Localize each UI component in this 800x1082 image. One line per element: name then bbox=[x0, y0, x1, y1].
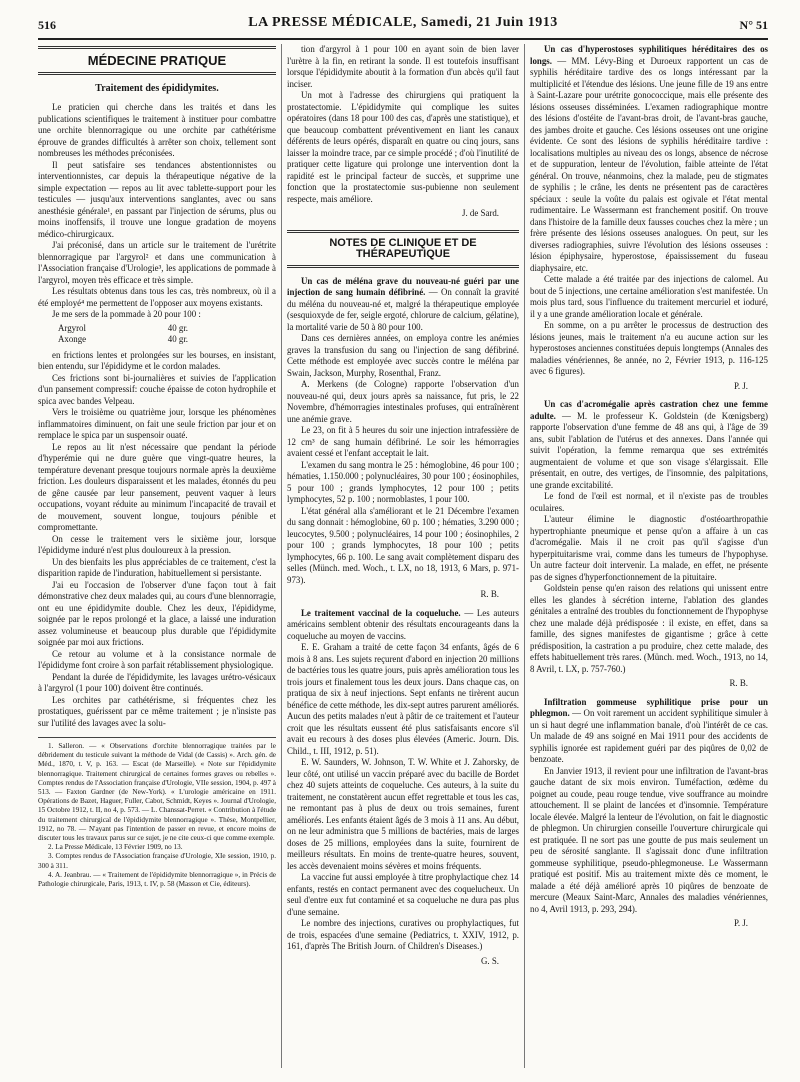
author-signature: P. J. bbox=[733, 380, 748, 391]
paragraph: L'état général alla s'améliorant et le 21 Décembre l'examen du sang donnait : hémoglobine, 60 p. 100 ; hématies, 3.290 000 ; leucocytes, 9.500 ; polynucléaires, 14 pour 100 ; éosinophiles, 2 pour 100 ; grands lymphocytes, 18 pour 100 ; petits lymphocytes, 66 p. 100. Le sang avait complètement disparu des selles (Münch. med. Woch., t. LX, no 18, 1913, 6 Mars, p. 971-973). bbox=[287, 505, 519, 585]
paragraph: Le traitement vaccinal de la coqueluche. — Les auteurs américains semblent obtenir des résultats encourageants dans la coqueluche au moyen de vaccins. bbox=[287, 607, 519, 641]
paragraph: Un des bienfaits les plus appréciables de ce traitement, c'est la disparition rapide de l'induration, habituellement si persistante. bbox=[38, 556, 276, 578]
paragraph: Goldstein pense qu'en raison des relations qui unissent entre elles les glandes à sécrétion interne, l'ablation des glandes génitales a entraîné des troubles du fonctionnement de l'hypophyse chez une malade déjà prédisposée : il existe, en effet, dans sa famille, des signes manifestes de gigantisme ; grâce à cette prédisposition, la castration a pu produire, chez cette malade, des effets habituellement très rares. (Münch. med. Woch., 1913, no 14, 8 Avril, t. LX, p. 757-760.) bbox=[530, 583, 768, 674]
column-left bbox=[38, 44, 276, 1076]
paragraph: Vers le troisième ou quatrième jour, lorsque les phénomènes inflammatoires diminuent, on fait une seule friction par jour et on remplace le spica par un suspensoir ouaté. bbox=[38, 407, 276, 440]
paragraph: Les résultats obtenus dans tous les cas, très nombreux, où il a été employé⁴ me permettent de l'opposer aux moyens existants. bbox=[38, 286, 276, 308]
author-signature: G. S. bbox=[480, 955, 499, 966]
column-divider bbox=[524, 44, 525, 1068]
journal-title: LA PRESSE MÉDICALE, Samedi, 21 Juin 1913 bbox=[248, 15, 558, 30]
paragraph: en frictions lentes et prolongées sur les bourses, en insistant, bien entendu, sur l'épididyme et le cordon malades. bbox=[38, 349, 276, 371]
paragraph: J'ai eu l'occasion de l'observer d'une façon tout à fait démonstrative chez deux malades qui, au cours d'une blennorragie, ont eu une épididymite double. Chez les deux, l'épididyme, soignée par le repos prolongé et la glace, a laissé une induration assez volumineuse et beaucoup plus durable que l'épididymite soignée par moi aux frictions. bbox=[38, 579, 276, 647]
paragraph: Ce retour au volume et à la consistance normale de l'épididyme font croire à son parfait rétablissement physiologique. bbox=[38, 648, 276, 670]
paragraph: Le repos au lit n'est nécessaire que pendant la période d'hyperémie qui ne dure guère que vingt-quatre heures, la température devenant presque toujours normale après la deuxième friction. Les douleurs disparaissent et les malades, étonnés du peu de gêne causée par leur pansement, peuvent vaquer à leurs occupations, voyant réduite au minimum l'incapacité de travail et de mouvement, souvent longue, toujours pénible et compromettante. bbox=[38, 441, 276, 532]
header-rule bbox=[38, 38, 768, 40]
footnotes bbox=[38, 737, 276, 889]
column-divider bbox=[281, 44, 282, 1068]
paragraph: L'auteur élimine le diagnostic d'ostéoarthropathie hypertrophiante pneumique et pense qu'on a affaire à un cas d'acromégalie. Mais il ne croit pas qu'il s'agisse d'un hyperpituitarisme vrai, comme dans les tumeurs de l'hypophyse. Un autre facteur doit intervenir. La malade, en effet, ne présente pas de signes d'hyperfonctionnement de la pituitaire. bbox=[530, 514, 768, 582]
paragraph: Un mot à l'adresse des chirurgiens qui pratiquent la prostatectomie. L'épididymite qui complique les suites opératoires (dans 18 pour 100 des cas, d'après une statistique), et que beaucoup combattent préventivement en liant les canaux déférents de leurs opérés, disparaît en quatre ou cinq jours, sans laisser la moindre trace, par ce simple procédé ; d'où l'inutilité de pratiquer cette ligature qui prolonge une intervention dont la rapidité est le principal facteur de succès, et supprime une fonction que la prostatectomie sus-pubienne non seulement respecte, mais améliore. bbox=[287, 90, 519, 204]
article-title: Traitement des épididymites. bbox=[95, 82, 219, 94]
column-middle bbox=[287, 44, 519, 1076]
paragraph: J'ai préconisé, dans un article sur le traitement de l'urétrite blennorragique par l'argyrol² et dans une communication à l'Association française d'Urologie³, les applications de pommade à l'argyrol, moyen très efficace et très simple. bbox=[38, 240, 276, 285]
paragraph: Un cas d'acromégalie après castration chez une femme adulte. — M. le professeur K. Goldstein (de Kœnigsberg) rapporte l'observation d'une femme de 48 ans qui, à l'âge de 39 ans, subit l'ablation de l'utérus et des annexes. Dans l'année qui suivit l'opération, la femme remarqua que ses extrémités augmentaient de volume et que son visage s'élargissait. Elle présentait, en outre, des vertiges, de l'insomnie, des palpitations, une grande excitabilité. bbox=[530, 399, 768, 490]
paragraph: Les orchites par cathétérisme, si fréquentes chez les prostatiques, guérissent par ce même traitement ; je n'insiste pas sur l'utilité des lavages avec la solu- bbox=[38, 694, 276, 728]
issue-number: N° 51 bbox=[739, 18, 768, 32]
paragraph: L'examen du sang montra le 25 : hémoglobine, 46 pour 100 ; hématies, 1.150.000 ; polynucléaires, 30 pour 100 ; éosinophiles, 5 pour 100 ; grands lymphocytes, 12 pour 100 ; petits lymphocytes, 52 p. 100 ; normoblastes, 1 pour 100. bbox=[287, 459, 519, 504]
paragraph: Le fond de l'œil est normal, et il n'existe pas de troubles oculaires. bbox=[530, 491, 768, 513]
author-signature: R. B. bbox=[729, 678, 748, 688]
paragraph: A. Merkens (de Cologne) rapporte l'observation d'un nouveau-né qui, deux jours après sa naissance, fut pris, le 22 Novembre, d'hémorragies intestinales profuses, qui entraînèrent une anémie grave. bbox=[287, 379, 519, 424]
paragraph: Le praticien qui cherche dans les traités et dans les publications scientifiques le traitement à instituer pour combattre une orchite blennorragique ou une orchite par cathétérisme éprouve de grandes difficultés à arrêter son choix, tellement sont nombreuses les méthodes préconisées. bbox=[38, 102, 276, 158]
paragraph: Il peut satisfaire ses tendances abstentionnistes ou interventionnistes, car depuis la thérapeutique négative de la simple expectation — repos au lit avec tablette-support pour les testicules — jusqu'aux interventions sanglantes, avec ou sans anesthésie générale¹, en passant par l'injection de sérums, plus ou moins inoffensifs, il trouve une longue gradation de moyens médico-chirurgicaux. bbox=[38, 159, 276, 239]
footnote: 1. Salleron. — « Observations d'orchite blennorragique traitées par le débridement du testicule suivant la méthode de Vidal (de Cassis) ». Arch. gén. de Méd., 1870, t. V, p. 163. — Escat (de Marseille). « Note sur l'épididymite blennorragique. Traitement chirurgical de certaines formes graves ou rebelles ». Comptes rendus de l'Association française d'Urologie, VIIe session, 1904, p. 497 à 513. — Faxton Gardner (de New-York). « L'urologie américaine en 1911. Opérations de Bazet, Haguer, Fuller, Cabot, Schmidt, Keyes ». Journal d'Urologie, 15 Octobre 1912, t. II, no 4, p. 573. — L. Chanssat-Perret. « Contribution à l'étude du traitement chirurgical de l'épididymite blennorragique ». Thèse, Montpellier, 1912, no 78. — N'ayant pas l'intention de passer en revue, et encore moins de discuter tous les travaux parus sur ce sujet, je ne cite ceux-ci que comme exemple. bbox=[38, 742, 276, 843]
page-header bbox=[38, 14, 768, 38]
paragraph: Le 23, on fit à 5 heures du soir une injection intrafessière de 12 cm³ de sang humain défibriné. Le soir les hémorragies avaient cessé et l'enfant acceptait le lait. bbox=[287, 425, 519, 458]
paragraph: Cette malade a été traitée par des injections de calomel. Au bout de 5 injections, une certaine amélioration s'est manifestée. Un mois plus tard, sous l'influence du traitement mercuriel et ioduré, il y a une grande amélioration locale et générale. bbox=[530, 274, 768, 319]
page-number: 516 bbox=[38, 18, 56, 32]
author-signature: P. J. bbox=[733, 918, 748, 928]
paragraph: La vaccine fut aussi employée à titre prophylactique chez 14 enfants, restés en contact permanent avec des coquelucheux. Un seul d'entre eux fut contaminé et sa coqueluche ne dura pas plus d'une semaine. bbox=[287, 872, 519, 917]
paragraph: Dans ces dernières années, on employa contre les anémies graves la transfusion du sang ou l'injection de sang défibriné. Cette méthode est employée avec succès contre le méléna par Swain, Jackson, Murphy, Rosenthal, Franz. bbox=[287, 333, 519, 378]
paragraph: En somme, on a pu arrêter le processus de destruction des lésions jeunes, mais le traitement n'a eu aucune action sur les hyperostoses anciennes constituées depuis longtemps (Annales des maladies vénériennes, 8e année, no 2, Février 1913, p. 116-125 avec 6 figures). bbox=[530, 320, 768, 376]
paragraph: Je me sers de la pommade à 20 pour 100 : bbox=[52, 309, 201, 319]
formula-table bbox=[58, 323, 276, 346]
paragraph: Infiltration gommeuse syphilitique prise pour un phlegmon. — On voit rarement un accident syphilitique simuler à un si haut degré une inflammation banale, d'où l'intérêt de ce cas. Un malade de 49 ans soigné en Mai 1911 pour des accidents de syphilis ignorée est rapidement guéri par des piqûres de 0,02 de benzoate. bbox=[530, 696, 768, 764]
paragraph: Un cas d'hyperostoses syphilitiques héréditaires des os longs. — MM. Lévy-Bing et Duroeux rapportent un cas de syphilis héréditaire tardive des os longs intéressant par la multiplicité et l'étendue des lésions. Une jeune fille de 19 ans entre à Saint-Lazare pour urétrite gonococcique, mais elle présente des lésions osseuses disséminées. L'examen radiographique montre des lésions d'ostéite de l'avant-bras droit, de l'avant-bras gauche, des jambes droite et gauche. Ces lésions osseuses ont une origine évidente. Ce sont des lésions de syphilis héréditaire tardive : localisations multiples au niveau des os longs, absence de nécrose et de suppuration, lenteur de l'évolution, faible atteinte de l'état général. On trouve, néanmoins, chez la malade, peu de stigmates de syphilis ; le crâne, les dents ne présentent pas de caractères spéciaux : seule la voûte du palais est ogivale et l'état mental rudimentaire. Le Wassermann est franchement positif. On trouve dans l'histoire de la famille deux fausses couches chez la mère ; un frère présente des lésions osseuses analogues. On peut, sur les diverses radiographies, suivre l'évolution des lésions osseuses : lésion épiphysaire, hyperostose, épaississement du fuseau diaphysaire, etc. bbox=[530, 44, 768, 273]
paragraph: Ces frictions sont bi-journalières et suivies de l'application d'un pansement compressif: couche épaisse de coton hydrophile et spica avec bandes Velpeau. bbox=[38, 372, 276, 406]
paragraph: E. E. Graham a traité de cette façon 34 enfants, âgés de 6 mois à 8 ans. Les sujets reçurent d'abord en injection 20 millions de bactéries tous les quatre jours, puis après amélioration tous les trois jours et finalement tous les deux jours. Dans chaque cas, on pratiqua de six à neuf injections. Sept enfants ne tirèrent aucun bénéfice de cette méthode, les dix-sept autres parurent améliorés. Aucun des petits malades n'eut à pâtir de ce traitement et l'auteur croit que les résultats eussent été plus satisfaisants encore s'il avait eu recours à des doses plus élevées (Americ. Journ. Dis. Child., t. III, 1912, p. 51). bbox=[287, 642, 519, 756]
footnote: 2. La Presse Médicale, 13 Février 1909, no 13. bbox=[48, 843, 183, 852]
formula-row: Axonge 40 gr. bbox=[58, 334, 188, 344]
author-signature: R. B. bbox=[480, 589, 499, 599]
paragraph: En Janvier 1913, il revient pour une infiltration de l'avant-bras gauche datant de six mois environ. Tuméfaction, œdème du poignet au coude, peau rouge tendue, vive souffrance au moindre attouchement. Il se plaint de lancées et d'insomnie. Température locale élevée. Malgré la lenteur de l'évolution, on fait le diagnostic de phlegmon. Un chirurgien conseille l'ouverture chirurgicale qui est pratiquée. Il ne sort pas une goutte de pus mais seulement un peu de sérosité sanglante. Il s'agissait donc d'une infiltration gommeuse syphilitique, pseudo-phlegmoneuse. Le Wassermann pratiqué est positif. Mis au traitement mixte dès ce moment, le malade a été déjà amélioré après 10 piqûres de benzoate de mercure (Meaux Saint-Marc, Annales des maladies vénériennes, no 4, Avril 1913, p. 293, 294). bbox=[530, 765, 768, 914]
paragraph: On cesse le traitement vers le sixième jour, lorsque l'épididyme induré n'est plus douloureux à la pression. bbox=[38, 533, 276, 555]
paragraph: tion d'argyrol à 1 pour 100 en ayant soin de bien laver l'urètre à la fin, en retirant la sonde. Il est toutefois insuffisant lorsque l'épididymite aboutit à la formation d'un abcès qu'il faut inciser. bbox=[287, 44, 519, 89]
paragraph: Pendant la durée de l'épididymite, les lavages urétro-vésicaux à l'argyrol (1 pour 100) doivent être continués. bbox=[38, 671, 276, 693]
footnote: 4. A. Jeanbrau. — « Traitement de l'épididymite blennorragique », in Précis de Pathologie chirurgicale, Paris, 1913, t. IV, p. 58 (Masson et Cie, éditeurs). bbox=[38, 870, 276, 889]
section-title: NOTES DE CLINIQUE ET DE THÉRAPEUTIQUE bbox=[287, 230, 519, 268]
formula-row: Argyrol 40 gr. bbox=[58, 322, 188, 333]
paragraph: Un cas de méléna grave du nouveau-né guéri par une injection de sang humain défibriné. — On connaît la gravité du méléna du nouveau-né et, malgré la thérapeutique employée (sesquioxyde de fer, seigle ergoté, chlorure de calcium, gélatine), la mortalité varie de 50 à 80 pour 100. bbox=[287, 275, 519, 332]
footnote: 3. Comptes rendus de l'Association française d'Urologie, XIe session, 1910, p. 300 à 311. bbox=[38, 852, 276, 870]
column-right bbox=[530, 44, 768, 1076]
author-signature: J. de Sard. bbox=[462, 208, 499, 218]
paragraph: E. W. Saunders, W. Johnson, T. W. White et J. Zahorsky, de leur côté, ont utilisé un vaccin préparé avec du bacille de Bordet chez 40 sujets atteints de coqueluche. Ces auteurs, à la suite du traitement, ne constatèrent aucun effet regrettable et tous les cas, ne remontant pas à plus de deux ou trois semaines, furent améliorés. Les enfants étaient âgés de 3 mois à 11 ans. Au début, on ne leur administra que 5 millions de bactéries, mais de larges doses de 25 millions, employées dans la suite, fournirent de meilleurs résultats. En moins de trente-quatre heures, souvent, les accès devenaient moins sévères et moins fréquents. bbox=[287, 757, 519, 871]
section-title: MÉDECINE PRATIQUE bbox=[38, 46, 276, 75]
paragraph: Le nombre des injections, curatives ou prophylactiques, fut de trois, espacées d'une semaine (Pediatrics, t. XXIV, 1912, p. 161, d'après The British Journ. of Children's Diseases.) bbox=[287, 918, 519, 951]
